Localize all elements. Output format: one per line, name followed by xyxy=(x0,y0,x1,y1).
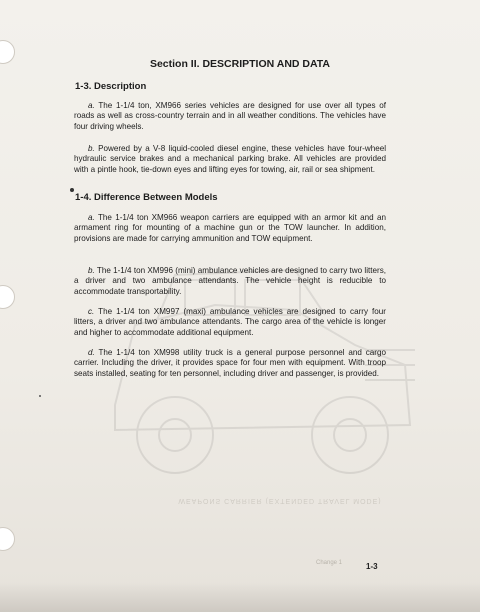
stray-mark xyxy=(39,395,41,397)
heading-1-4: 1-4. Difference Between Models xyxy=(75,192,218,203)
paragraph-text: Powered by a V-8 liquid-cooled diesel engine, these vehicles have four-wheel hydraulic service brakes and a mechanical parking brake. All vehicles are provided with a pintle hook, tie-down eyes and lifting eyes for towing, air, rail or sea shipment. xyxy=(74,144,386,174)
page-edge-shadow xyxy=(0,582,480,612)
paragraph-letter: a. xyxy=(88,101,95,110)
heading-1-3: 1-3. Description xyxy=(75,81,147,92)
paragraph-1-4-b xyxy=(74,266,386,297)
paragraph-1-4-a xyxy=(74,213,386,244)
paragraph-1-3-a xyxy=(74,101,386,132)
paragraph-text: The 1-1/4 ton XM997 (maxi) ambulance vehicles are designed to carry four litters, a driver and two ambulance attendants. The cargo area of the vehicle is longer and higher to accommodate additional equipment. xyxy=(74,307,386,337)
paragraph-letter: c. xyxy=(88,307,95,316)
bleed-through-caption: WEAPONS CARRIER (EXTENDED TRAVEL MODE) xyxy=(178,497,382,504)
punch-hole xyxy=(0,527,15,551)
paragraph-text: The 1-1/4 ton XM966 weapon carriers are equipped with an armor kit and an armament ring for mounting of a machine gun or the TOW launcher. In addition, provisions are made for carrying ammunition and TOW equipment. xyxy=(74,213,386,243)
paragraph-letter: d. xyxy=(88,348,95,357)
paragraph-1-3-b xyxy=(74,144,386,175)
page-number: 1-3 xyxy=(366,562,378,571)
paragraph-letter: b. xyxy=(88,144,95,153)
paragraph-1-4-d xyxy=(74,348,386,379)
section-title: Section II. DESCRIPTION AND DATA xyxy=(149,58,331,70)
paragraph-1-4-c xyxy=(74,307,386,338)
bleed-through-change-note: Change 1 xyxy=(316,560,343,566)
paragraph-text: The 1-1/4 ton, XM966 series vehicles are designed for use over all types of roads as well as cross-country terrain and in all weather conditions. The vehicles have four driving wheels. xyxy=(74,101,386,131)
paragraph-text: The 1-1/4 ton XM998 utility truck is a general purpose personnel and cargo carrier. Including the driver, it provides space for four men with equipment. With troop seats installed, seating for ten personnel, including driver and passenger, is provided. xyxy=(74,348,386,378)
change-bar-mark xyxy=(70,188,74,192)
paragraph-letter: b. xyxy=(88,266,95,275)
paragraph-text: The 1-1/4 ton XM996 (mini) ambulance vehicles are designed to carry two litters, a driver and two ambulance attendants. The vehicle height is reducible to accommodate transportability. xyxy=(74,266,386,296)
punch-hole xyxy=(0,285,15,309)
paragraph-letter: a. xyxy=(88,213,95,222)
